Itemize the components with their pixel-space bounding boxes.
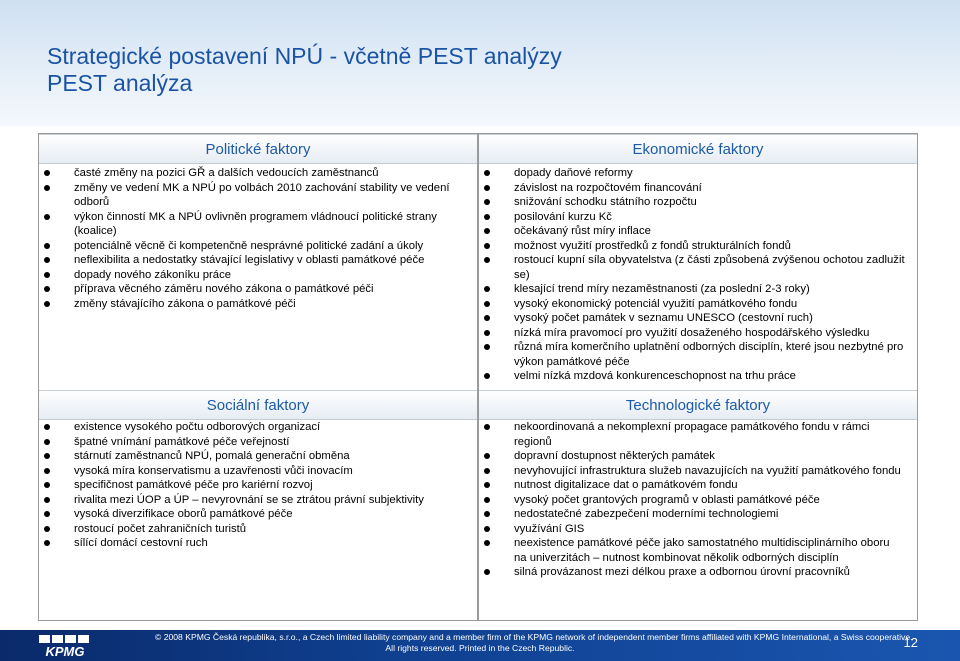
ekonomicke-item: dopady daňové reformy [479, 166, 905, 181]
title-line-1: Strategické postavení NPÚ - včetně PEST analýzy [47, 43, 562, 69]
ekonomicke-item: různá míra komerčního uplatnění odborných disciplín, které jsou nezbytné pro výkon památkové péče [479, 340, 905, 369]
socialni-item: existence vysokého počtu odborových organizací [39, 420, 465, 435]
socialni-item: vysoká míra konservatismu a uzavřenosti vůči inovacím [39, 464, 465, 479]
socialni-item: sílící domácí cestovní ruch [39, 536, 465, 551]
ekonomicke-item: klesající trend míry nezaměstnanosti (za poslední 2-3 roky) [479, 282, 905, 297]
socialni-item: rostoucí počet zahraničních turistů [39, 522, 465, 537]
ekonomicke-item: snižování schodku státního rozpočtu [479, 195, 905, 210]
kpmg-logo-mark [38, 634, 92, 658]
socialni-item: vysoká diverzifikace oborů památkové péče [39, 507, 465, 522]
technologicke-item: silná provázanost mezi délkou praxe a odbornou úrovní pracovníků [479, 565, 905, 580]
politicke-item: příprava věcného záměru nového zákona o památkové péči [39, 282, 465, 297]
socialni-item: špatné vnímání památkové péče veřejností [39, 435, 465, 450]
ekonomicke-item: nízká míra pravomocí pro využití dosaženého hospodářského výsledku [479, 326, 905, 341]
technologicke-item: nutnost digitalizace dat o památkovém fondu [479, 478, 905, 493]
socialni-faktory-heading [39, 390, 477, 420]
left-panel [38, 133, 478, 621]
politicke-item: změny stávajícího zákona o památkové péči [39, 297, 465, 312]
kpmg-logo [38, 633, 92, 659]
politicke-item: výkon činností MK a NPÚ ovlivněn programem vládnoucí politické strany (koalice) [39, 210, 465, 239]
technologicke-faktory-title: Technologické faktory [625, 396, 771, 414]
kpmg-logo-text: KPMG [45, 644, 85, 658]
politicke-item: časté změny na pozici GŘ a dalších vedoucích zaměstnanců [39, 166, 465, 181]
technologicke-item: neexistence památkové péče jako samostatného multidisciplinárního oboru na univerzitách – nutnost kombinovat několik odborných disciplín [479, 536, 905, 565]
page-number: 12 [903, 635, 918, 650]
socialni-item: rivalita mezi ÚOP a ÚP – nevyrovnání se se ztrátou právní subjektivity [39, 493, 465, 508]
ekonomicke-item: velmi nízká mzdová konkurenceschopnost na trhu práce [479, 369, 905, 384]
technologicke-item: nevyhovující infrastruktura služeb navazujících na využití památkového fondu [479, 464, 905, 479]
ekonomicke-faktory-title: Ekonomické faktory [632, 140, 764, 158]
politicke-faktory-heading [39, 134, 477, 164]
right-panel [478, 133, 918, 621]
politicke-faktory-title: Politické faktory [205, 140, 311, 158]
politicke-item: potenciálně věcně či kompetenčně nesprávné politické zadání a úkoly [39, 239, 465, 254]
ekonomicke-item: očekávaný růst míry inflace [479, 224, 905, 239]
footer-line-1: © 2008 KPMG Česká republika, s.r.o., a Czech limited liability company and a member firm of the KPMG network of independent member firms affiliated with KPMG International, a Swiss cooperative. [155, 632, 913, 642]
technologicke-item: vysoký počet grantových programů v oblasti památkové péče [479, 493, 905, 508]
technologicke-item: dopravní dostupnost některých památek [479, 449, 905, 464]
ekonomicke-item: závislost na rozpočtovém financování [479, 181, 905, 196]
ekonomicke-item: vysoký ekonomický potenciál využití památkového fondu [479, 297, 905, 312]
politicke-item: dopady nového zákoníku práce [39, 268, 465, 283]
ekonomicke-item: posilování kurzu Kč [479, 210, 905, 225]
ekonomicke-faktory-list [479, 166, 917, 384]
technologicke-item: nedostatečné zabezpečení moderními technologiemi [479, 507, 905, 522]
ekonomicke-item: možnost využití prostředků z fondů strukturálních fondů [479, 239, 905, 254]
technologicke-item: nekoordinovaná a nekomplexní propagace památkového fondu v rámci regionů [479, 420, 905, 449]
technologicke-faktory-heading [479, 390, 917, 420]
ekonomicke-faktory-heading [479, 134, 917, 164]
socialni-item: specifičnost památkové péče pro kariérní rozvoj [39, 478, 465, 493]
politicke-item: neflexibilita a nedostatky stávající legislativy v oblasti památkové péče [39, 253, 465, 268]
socialni-item: stárnutí zaměstnanců NPÚ, pomalá generační obměna [39, 449, 465, 464]
ekonomicke-item: rostoucí kupní síla obyvatelstva (z části způsobená zvýšenou ochotou zadlužit se) [479, 253, 905, 282]
title-line-2: PEST analýza [47, 70, 193, 96]
technologicke-faktory-list [479, 420, 917, 580]
slide-title [47, 43, 562, 97]
ekonomicke-item: vysoký počet památek v seznamu UNESCO (cestovní ruch) [479, 311, 905, 326]
footer-line-2: All rights reserved. Printed in the Czech Republic. [385, 643, 575, 653]
technologicke-item: využívání GIS [479, 522, 905, 537]
socialni-faktory-title: Sociální faktory [206, 396, 310, 414]
slide-header [0, 0, 960, 126]
socialni-faktory-list [39, 420, 477, 551]
politicke-faktory-list [39, 166, 477, 311]
politicke-item: změny ve vedení MK a NPÚ po volbách 2010 zachování stability ve vedení odborů [39, 181, 465, 210]
